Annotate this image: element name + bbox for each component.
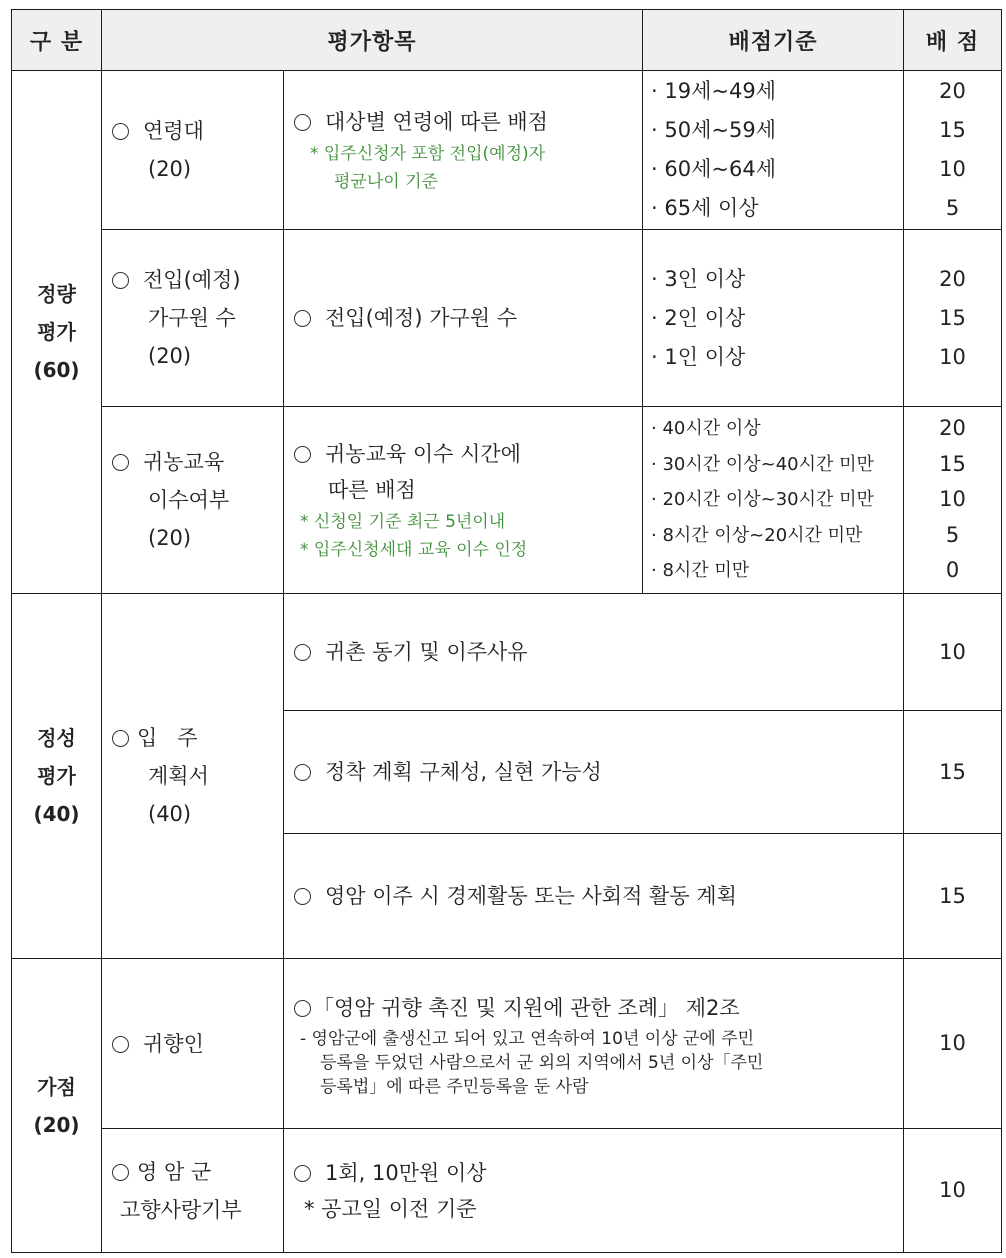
circle-bullet-icon: [294, 888, 311, 905]
note: * 신청일 기준 최근 5년이내: [300, 512, 506, 532]
sub-age-group: 연령대 (20): [102, 71, 284, 230]
circle-bullet-icon: [294, 1000, 311, 1017]
circle-bullet-icon: [112, 272, 129, 289]
table-row: [12, 594, 1002, 711]
note: 평균나이 기준: [334, 172, 438, 192]
item-settlement-plan: 정착 계획 구체성, 실현 가능성: [284, 711, 904, 834]
table-row: [12, 71, 1002, 230]
item-returnee-ordinance: 「영암 귀향 촉진 및 지원에 관한 조례」 제2조 - 영암군에 출생신고 되어 있고 연속하여 10년 이상 군에 주민 등록을 두었던 사람으로서 군 외의 지역에서 5년 이상「주민 등록법」에 따른 주민등록을 둔 사람: [284, 959, 904, 1129]
item-donation: 1회, 10만원 이상 * 공고일 이전 기준: [284, 1129, 904, 1253]
table-row: [12, 1129, 1002, 1253]
header-eval-item: 평가항목: [102, 10, 643, 71]
criteria-household: · 3인 이상 · 2인 이상 · 1인 이상: [643, 230, 904, 407]
sub-farm-education: 귀농교육 이수여부 (20): [102, 407, 284, 594]
note: * 입주신청세대 교육 이수 인정: [300, 540, 528, 560]
circle-bullet-icon: [112, 1036, 129, 1053]
circle-bullet-icon: [294, 310, 311, 327]
sub-residence-plan: 입 주 계획서 (40): [102, 594, 284, 959]
header-category: 구 분: [12, 10, 102, 71]
points-settlement-plan: 15: [904, 711, 1002, 834]
sub-household-members: 전입(예정) 가구원 수 (20): [102, 230, 284, 407]
table-header-row: [12, 10, 1002, 71]
item-motivation: 귀촌 동기 및 이주사유: [284, 594, 904, 711]
item-age-scoring: 대상별 연령에 따른 배점 * 입주신청자 포함 전입(예정)자 평균나이 기준: [284, 71, 643, 230]
points-household: 20 15 10: [904, 230, 1002, 407]
evaluation-score-table: [11, 9, 1002, 1253]
category-quantitative: 정량 평가 (60): [12, 71, 102, 594]
circle-bullet-icon: [294, 446, 311, 463]
criteria-age: · 19세~49세 · 50세~59세 · 60세~64세 · 65세 이상: [643, 71, 904, 230]
sub-returnee: 귀향인: [102, 959, 284, 1129]
sub-hometown-donation: 영 암 군 고향사랑기부: [102, 1129, 284, 1253]
header-points: 배 점: [904, 10, 1002, 71]
circle-bullet-icon: [112, 1164, 129, 1181]
circle-bullet-icon: [294, 764, 311, 781]
item-activity-plan: 영암 이주 시 경제활동 또는 사회적 활동 계획: [284, 834, 904, 959]
circle-bullet-icon: [294, 1165, 311, 1182]
category-bonus: 가점 (20): [12, 959, 102, 1253]
table-row: [12, 959, 1002, 1129]
item-household-members: 전입(예정) 가구원 수: [284, 230, 643, 407]
points-returnee: 10: [904, 959, 1002, 1129]
points-motivation: 10: [904, 594, 1002, 711]
points-donation: 10: [904, 1129, 1002, 1253]
circle-bullet-icon: [294, 114, 311, 131]
points-education: 20 15 10 5 0: [904, 407, 1002, 594]
circle-bullet-icon: [294, 644, 311, 661]
criteria-education: · 40시간 이상 · 30시간 이상~40시간 미만 · 20시간 이상~30시간 미만 · 8시간 이상~20시간 미만 · 8시간 미만: [643, 407, 904, 594]
category-qualitative: 정성 평가 (40): [12, 594, 102, 959]
circle-bullet-icon: [112, 123, 129, 140]
points-activity-plan: 15: [904, 834, 1002, 959]
header-criteria: 배점기준: [643, 10, 904, 71]
table-row: [12, 230, 1002, 407]
circle-bullet-icon: [112, 454, 129, 471]
table-row: [12, 407, 1002, 594]
note: * 입주신청자 포함 전입(예정)자: [310, 144, 546, 164]
item-farm-education: 귀농교육 이수 시간에 따른 배점 * 신청일 기준 최근 5년이내 * 입주신청세대 교육 이수 인정: [284, 407, 643, 594]
circle-bullet-icon: [112, 730, 129, 747]
points-age: 20 15 10 5: [904, 71, 1002, 230]
